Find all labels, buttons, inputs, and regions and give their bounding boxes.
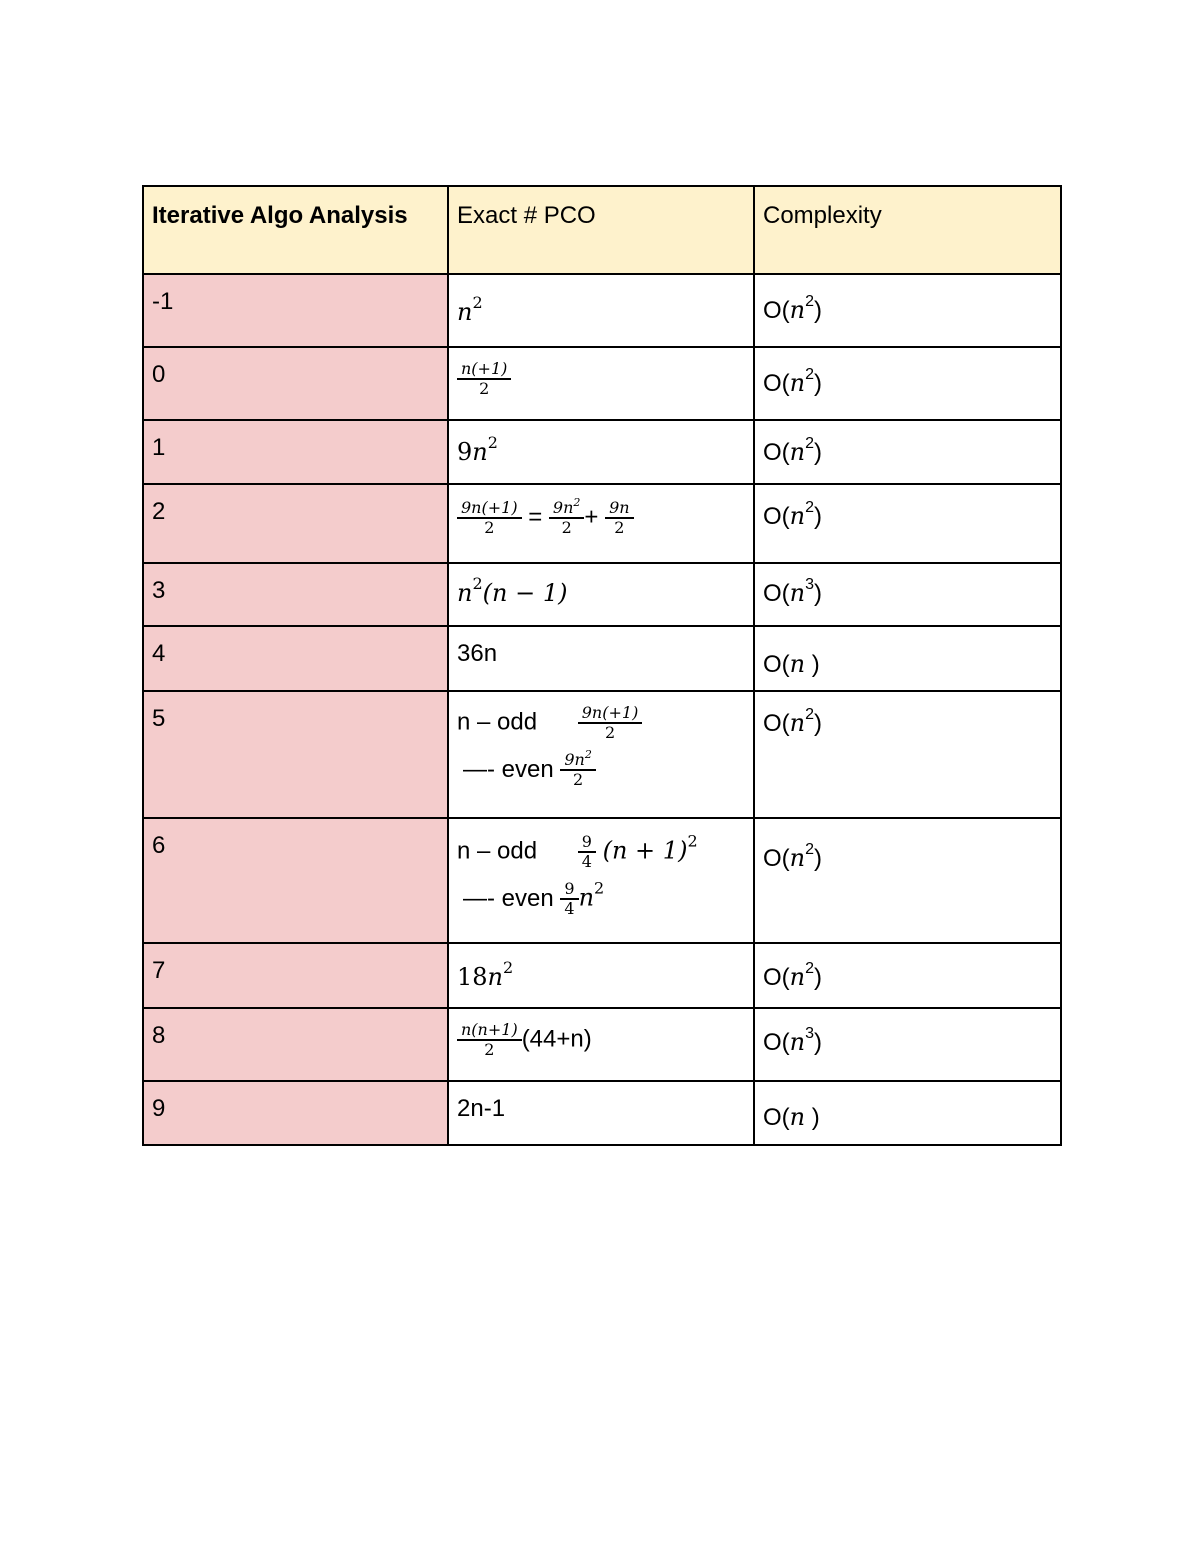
row-label: 3 [143, 563, 448, 626]
complexity-cell: $O(n^3)$ [754, 563, 1061, 626]
even-label: —- even [463, 755, 554, 783]
exact-cell: $\frac{n(n+1)}{2}$ (44+n) [448, 1008, 754, 1081]
complexity-cell: O(n ) [754, 626, 1061, 691]
complexity-cell: $O(n^2)$ [754, 818, 1061, 943]
complexity-suffix: ) [814, 297, 823, 324]
row-label: 7 [143, 943, 448, 1008]
exact-fraction: $\frac{n(+1)}{2}$ [457, 360, 511, 399]
complexity-cell: O(n ) [754, 1081, 1061, 1145]
exact-cell: 36n [448, 626, 754, 691]
table-row [143, 1081, 1061, 1145]
odd-label: n – odd [457, 708, 538, 736]
exact-exp: 2 [472, 293, 483, 312]
row-label: 6 [143, 818, 448, 943]
complexity-cell: $O(n^2)$ [754, 484, 1061, 563]
row-label: 5 [143, 691, 448, 818]
row-label: 8 [143, 1008, 448, 1081]
table-row [143, 274, 1061, 347]
complexity-cell: $O(n^2)$ [754, 347, 1061, 420]
exact-cell: $18n^2$ [448, 943, 754, 1008]
table-row [143, 818, 1061, 943]
header-row [143, 186, 1061, 274]
table-row [143, 420, 1061, 484]
table-row [143, 626, 1061, 691]
complexity-prefix: O( [763, 297, 790, 324]
exact-cell: 2n-1 [448, 1081, 754, 1145]
row-label: 9 [143, 1081, 448, 1145]
table-row [143, 347, 1061, 420]
exact-cell: $\frac{9n(+1)}{2}$ = $\frac{9n^2}{2}$ + $\frac{9n}{2}$ [448, 484, 754, 563]
exact-cell [448, 274, 754, 347]
complexity-cell: $O(n^2)$ [754, 691, 1061, 818]
complexity-cell: $O(n^3)$ [754, 1008, 1061, 1081]
exact-cell: n – odd $\frac{9}{4}$ $(n + 1)^2$ —- even $\frac{9}{4}$ $n^2$ [448, 818, 754, 943]
header-complexity: Complexity [754, 186, 1061, 274]
header-exact-pco: Exact # PCO [448, 186, 754, 274]
header-iterative-algo-analysis: Iterative Algo Analysis [143, 186, 448, 274]
exact-cell [448, 347, 754, 420]
table-row [143, 1008, 1061, 1081]
complexity-cell: $O(n^2)$ [754, 420, 1061, 484]
row-label: 2 [143, 484, 448, 563]
row-label: 4 [143, 626, 448, 691]
table-row [143, 691, 1061, 818]
exact-cell: $9n^2$ [448, 420, 754, 484]
complexity-cell: $O(n^2)$ [754, 943, 1061, 1008]
exact-cell: n – odd $\frac{9n(+1)}{2}$ —- even $\frac{9n^2}{2}$ [448, 691, 754, 818]
row-label: 0 [143, 347, 448, 420]
row-label: 1 [143, 420, 448, 484]
row-label: -1 [143, 274, 448, 347]
complexity-cell [754, 274, 1061, 347]
table-row [143, 563, 1061, 626]
analysis-table [142, 185, 1062, 1146]
complexity-exp: 2 [805, 293, 815, 310]
exact-cell: $n^2(n - 1)$ [448, 563, 754, 626]
complexity-var: n [789, 296, 806, 324]
exact-base: n [457, 298, 473, 326]
table-row [143, 943, 1061, 1008]
table-row [143, 484, 1061, 563]
